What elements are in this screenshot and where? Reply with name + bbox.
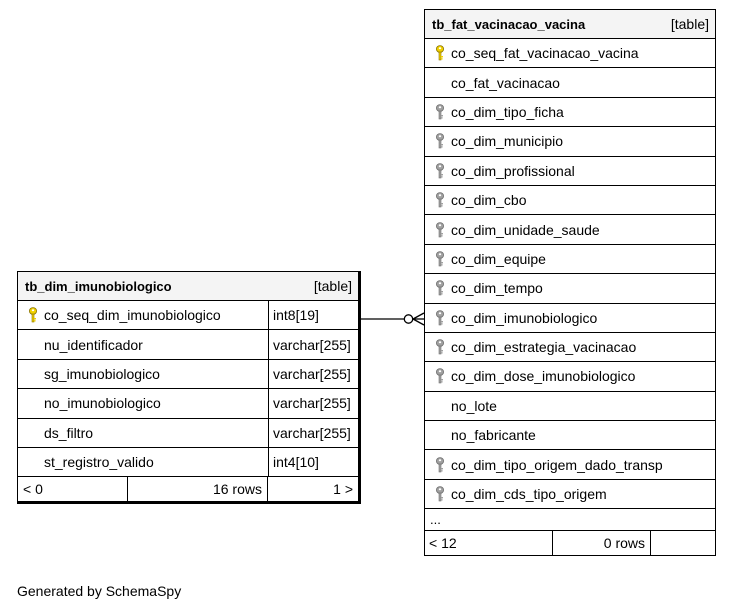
crows-foot-upper [413, 313, 424, 319]
column-name-cell [425, 39, 715, 67]
primary-key-icon [18, 301, 44, 329]
icon-spacer [425, 392, 451, 420]
column-name: co_dim_unidade_saude [451, 221, 600, 238]
column-name: nu_identificador [44, 336, 143, 353]
column-row[interactable] [425, 215, 715, 244]
column-row[interactable] [425, 421, 715, 450]
foreign-key-icon [425, 215, 451, 243]
row-count: 16 rows [128, 477, 268, 501]
table-footer [425, 531, 715, 555]
column-name: co_dim_tempo [451, 280, 543, 297]
column-name-cell [425, 421, 715, 449]
foreign-key-icon [425, 480, 451, 508]
table-header[interactable] [425, 10, 715, 39]
table-name: tb_dim_imunobiologico [25, 278, 172, 294]
column-row[interactable] [425, 39, 715, 68]
column-row[interactable] [18, 419, 358, 448]
column-name-cell [425, 362, 715, 390]
icon-spacer [18, 419, 44, 447]
column-name: co_fat_vacinacao [451, 74, 560, 91]
foreign-key-icon [425, 245, 451, 273]
column-name: sg_imunobiologico [44, 365, 160, 382]
column-name: no_imunobiologico [44, 395, 161, 412]
icon-spacer [425, 421, 451, 449]
column-row[interactable] [425, 304, 715, 333]
column-name-cell [18, 330, 268, 358]
column-name-cell [425, 186, 715, 214]
column-row[interactable] [18, 360, 358, 389]
parents-count[interactable]: < 0 [18, 477, 128, 501]
column-name: co_dim_equipe [451, 250, 546, 267]
column-type: varchar[255] [268, 419, 358, 447]
column-name-cell [425, 392, 715, 420]
column-name-cell [425, 215, 715, 243]
foreign-key-icon [425, 186, 451, 214]
icon-spacer [18, 330, 44, 358]
column-row[interactable] [425, 274, 715, 303]
column-name-cell [425, 98, 715, 126]
column-row[interactable] [425, 68, 715, 97]
column-type: varchar[255] [268, 360, 358, 388]
column-name: co_dim_cbo [451, 192, 527, 209]
foreign-key-icon [425, 450, 451, 478]
column-row[interactable] [425, 245, 715, 274]
column-row[interactable] [425, 127, 715, 156]
column-name: co_dim_tipo_origem_dado_transp [451, 456, 663, 473]
table-tb-fat-vacinacao-vacina[interactable] [424, 9, 716, 556]
column-name-cell [18, 389, 268, 417]
foreign-key-icon [425, 274, 451, 302]
column-row[interactable] [425, 450, 715, 479]
column-name: ds_filtro [44, 424, 94, 441]
column-name-cell [425, 127, 715, 155]
table-type-label: [table] [313, 278, 352, 294]
icon-spacer [18, 360, 44, 388]
column-name: co_dim_tipo_ficha [451, 103, 564, 120]
icon-spacer [18, 448, 44, 476]
parents-count[interactable]: < 12 [425, 531, 553, 555]
table-tb-dim-imunobiologico[interactable] [17, 271, 361, 504]
column-name: st_registro_valido [44, 454, 154, 471]
zero-cardinality-circle [404, 315, 412, 323]
column-name: co_seq_fat_vacinacao_vacina [451, 45, 639, 62]
table-name: tb_fat_vacinacao_vacina [432, 16, 586, 32]
foreign-key-icon [425, 98, 451, 126]
column-row[interactable] [425, 333, 715, 362]
table-header[interactable] [18, 272, 358, 301]
column-row[interactable] [425, 186, 715, 215]
column-type: int4[10] [268, 448, 358, 476]
column-name: co_dim_imunobiologico [451, 309, 598, 326]
column-type: varchar[255] [268, 330, 358, 358]
column-name: no_fabricante [451, 427, 536, 444]
column-name-cell [18, 301, 268, 329]
column-type: varchar[255] [268, 389, 358, 417]
column-name: co_dim_estrategia_vacinacao [451, 339, 637, 356]
column-name-cell [425, 480, 715, 508]
column-name-cell [425, 157, 715, 185]
column-name-cell [425, 450, 715, 478]
column-row[interactable] [425, 392, 715, 421]
column-name: co_dim_cds_tipo_origem [451, 486, 607, 503]
column-row[interactable] [18, 389, 358, 418]
icon-spacer [18, 389, 44, 417]
table-footer [18, 477, 358, 501]
icon-spacer [425, 68, 451, 96]
children-count[interactable] [651, 531, 715, 555]
column-name: co_seq_dim_imunobiologico [44, 307, 221, 324]
column-name-cell [425, 274, 715, 302]
column-name-cell [425, 245, 715, 273]
foreign-key-icon [425, 304, 451, 332]
column-row[interactable] [425, 98, 715, 127]
column-name-cell [425, 304, 715, 332]
foreign-key-icon [425, 333, 451, 361]
column-name-cell [425, 333, 715, 361]
column-row[interactable] [425, 157, 715, 186]
children-count[interactable]: 1 > [333, 481, 353, 498]
column-row[interactable] [18, 301, 358, 330]
column-name-cell [18, 419, 268, 447]
foreign-key-icon [425, 157, 451, 185]
generated-by-caption: Generated by SchemaSpy [17, 583, 182, 599]
primary-key-icon [425, 39, 451, 67]
column-name: co_dim_profissional [451, 162, 575, 179]
column-row[interactable] [425, 480, 715, 509]
column-row[interactable] [425, 362, 715, 391]
more-columns-ellipsis: ... [425, 509, 715, 531]
foreign-key-icon [425, 362, 451, 390]
table-type-label: [table] [670, 16, 709, 32]
column-name-cell [425, 68, 715, 96]
row-count: 0 rows [553, 531, 651, 555]
crows-foot-lower [413, 319, 424, 325]
column-type: int8[19] [268, 301, 358, 329]
foreign-key-icon [425, 127, 451, 155]
column-name: co_dim_dose_imunobiologico [451, 368, 636, 385]
column-name: co_dim_municipio [451, 133, 564, 150]
column-row[interactable] [18, 330, 358, 359]
column-name-cell [18, 448, 268, 476]
column-name: no_lote [451, 397, 497, 414]
column-row[interactable] [18, 448, 358, 477]
column-name-cell [18, 360, 268, 388]
